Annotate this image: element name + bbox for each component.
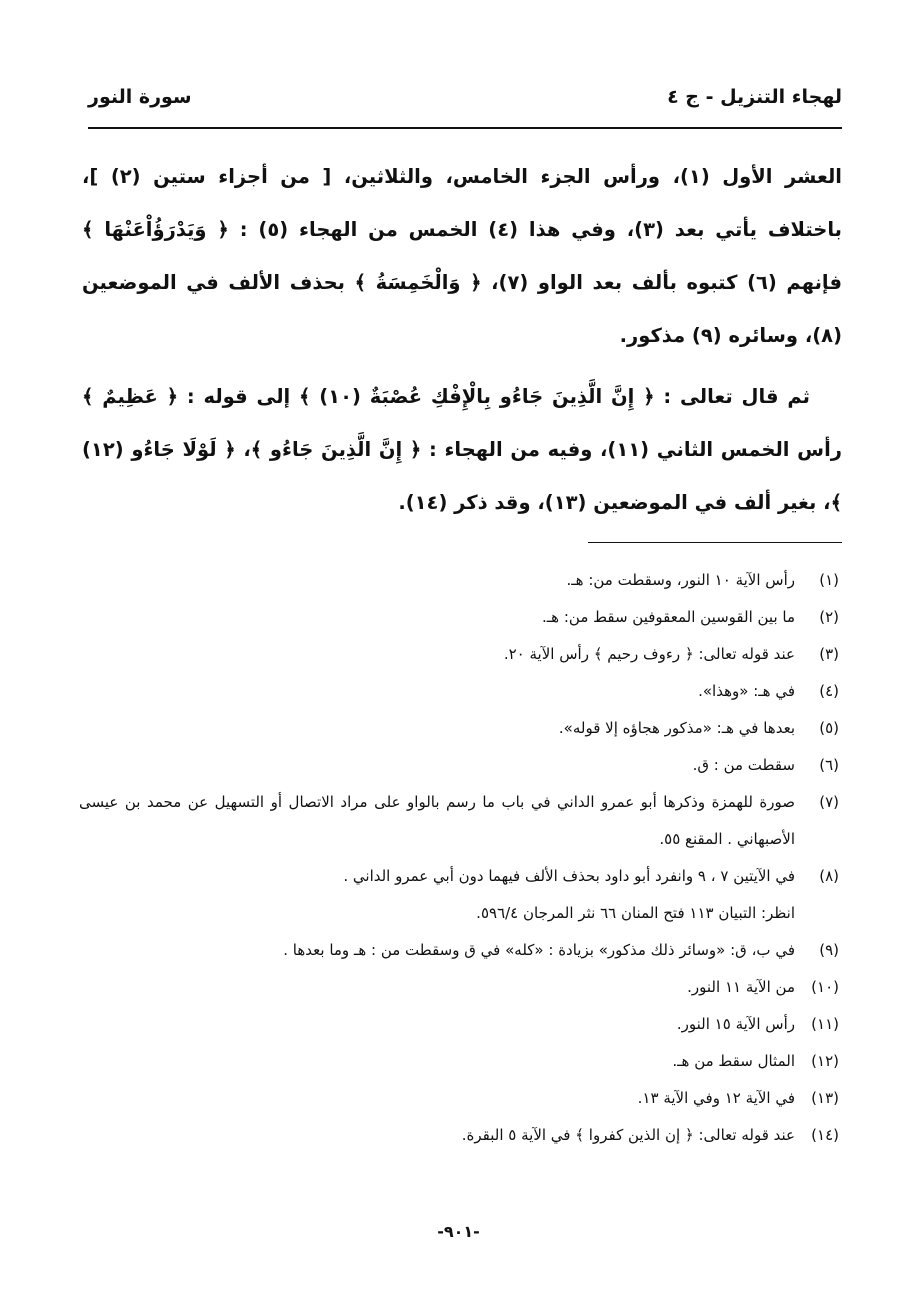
footnote-4	[79, 673, 839, 710]
footnote-text: عند قوله تعالى: ﴿ رءوف رحيم ﴾ رأس الآية ٢٠.	[503, 645, 795, 663]
footnote-text: المثال سقط من هـ.	[672, 1052, 795, 1070]
footnote-text: بعدها في هـ: «مذكور هجاؤه إلا قوله».	[558, 719, 795, 737]
footnote-text: في هـ: «وهذا».	[698, 682, 795, 700]
footnote-text: من الآية ١١ النور.	[687, 978, 795, 996]
paragraph-1: العشر الأول (١)، ورأس الجزء الخامس، والثلاثين، [ من أجزاء ستين (٢) ]، باختلاف يأتي بعد (٣)، وفي هذا (٤) الخمس من الهجاء (٥) : ﴿ وَيَدْرَؤُاْعَنْهَا ﴾ فإنهم (٦) كتبوه بألف بعد الواو (٧)، ﴿ وَالْخَمِسَةُ ﴾ بحذف الألف في الموضعين (٨)، وسائره (٩) مذكور.	[82, 165, 842, 347]
footnote-12	[79, 1043, 839, 1080]
main-text	[82, 150, 842, 529]
footnote-13	[79, 1080, 839, 1117]
footnote-14	[79, 1117, 839, 1154]
footnote-number: (١)	[819, 571, 839, 589]
footnote-text: في ب، ق: «وسائر ذلك مذكور» بزيادة : «كله» في ق وسقطت من : هـ وما بعدها .	[283, 941, 795, 959]
footnote-number: (١٤)	[811, 1126, 839, 1144]
book-title: لهجاء التنزيل - ج ٤	[667, 86, 842, 108]
footnote-9	[79, 932, 839, 969]
footnote-number: (٤)	[819, 682, 839, 700]
header-divider	[88, 127, 842, 129]
footnote-number: (١٠)	[811, 978, 839, 996]
footnote-number: (٦)	[819, 756, 839, 774]
footnote-divider	[588, 542, 842, 543]
footnote-2	[79, 599, 839, 636]
footnote-number: (١٢)	[811, 1052, 839, 1070]
footnote-text: عند قوله تعالى: ﴿ إن الذين كفروا ﴾ في الآية ٥ البقرة.	[461, 1126, 795, 1144]
page-header	[88, 84, 842, 124]
footnote-number: (١٣)	[811, 1089, 839, 1107]
footnote-text: ما بين القوسين المعقوفين سقط من: هـ.	[542, 608, 795, 626]
footnote-5	[79, 710, 839, 747]
footnote-6	[79, 747, 839, 784]
footnote-text: صورة للهمزة وذكرها أبو عمرو الداني في باب ما رسم بالواو على مراد الاتصال أو التسهيل عن محمد بن عيسى الأصبهاني . المقنع ٥٥.	[79, 793, 795, 848]
footnote-10	[79, 969, 839, 1006]
footnote-number: (٧)	[819, 793, 839, 811]
footnote-number: (٨)	[819, 867, 839, 885]
footnote-text: في الآية ١٢ وفي الآية ١٣.	[637, 1089, 795, 1107]
paragraph-2: ثم قال تعالى : ﴿ إِنَّ الَّذِينَ جَاءُو بِالْإِفْكِ عُصْبَةٌ (١٠) ﴾ إلى قوله : ﴿ عَظِيمٌ ﴾ رأس الخمس الثاني (١١)، وفيه من الهجاء : ﴿ إِنَّ الَّذِينَ جَاءُو ﴾، ﴿ لَوْلَا جَاءُو (١٢) ﴾، بغير ألف في الموضعين (١٣)، وقد ذكر (١٤).	[82, 385, 842, 514]
footnote-number: (٩)	[819, 941, 839, 959]
footnote-text: في الآيتين ٧ ، ٩ وانفرد أبو داود بحذف الألف فيهما دون أبي عمرو الداني .	[343, 867, 795, 885]
footnotes	[79, 562, 839, 1154]
footnote-1	[79, 562, 839, 599]
footnote-7	[79, 784, 839, 858]
surah-title: سورة النور	[88, 86, 192, 108]
footnote-number: (٣)	[819, 645, 839, 663]
footnote-number: (٥)	[819, 719, 839, 737]
footnote-text: رأس الآية ١٥ النور.	[676, 1015, 795, 1033]
footnote-11	[79, 1006, 839, 1043]
footnote-number: (١١)	[811, 1015, 839, 1033]
footnote-text: سقطت من : ق.	[692, 756, 795, 774]
footnote-number: (٢)	[819, 608, 839, 626]
footnote-continuation: انظر: التبيان ١١٣ فتح المنان ٦٦ نثر المرجان ٥٩٦/٤.	[476, 904, 795, 922]
footnote-8	[79, 858, 839, 932]
footnote-3	[79, 636, 839, 673]
footnote-text: رأس الآية ١٠ النور، وسقطت من: هـ.	[566, 571, 795, 589]
page-number: -٩٠١-	[437, 1222, 480, 1241]
